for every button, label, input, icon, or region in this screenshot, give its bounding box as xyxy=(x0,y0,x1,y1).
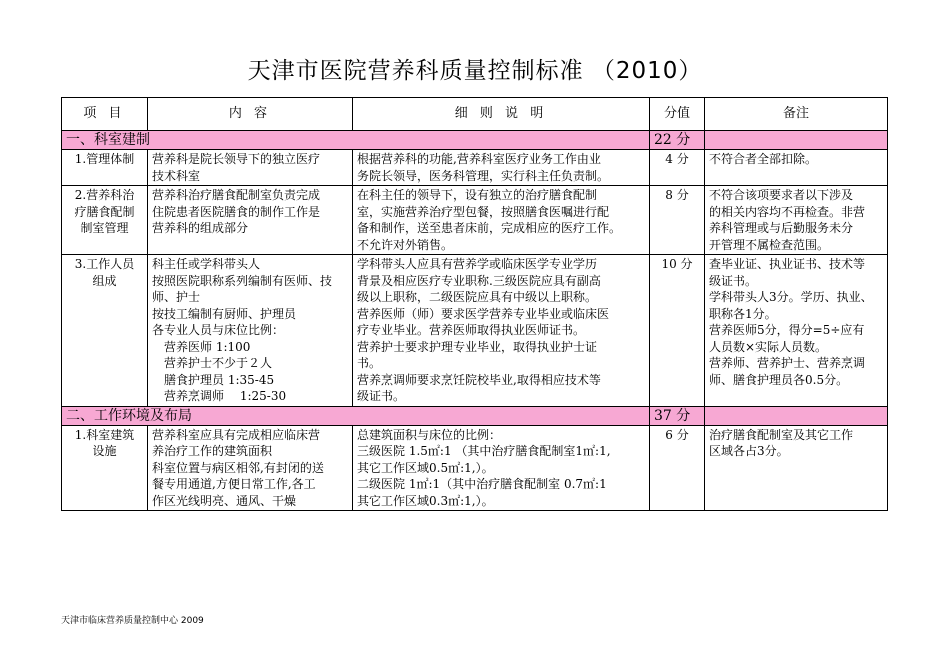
footer-text: 天津市临床营养质量控制中心 2009 xyxy=(61,616,204,626)
cell-line: 三级医院 1.5㎡:1 （其中治疗膳食配制室1㎡:1, xyxy=(357,444,611,458)
standards-table xyxy=(61,97,888,511)
cell-line: 按技工编制有厨师、护理员 xyxy=(152,306,297,321)
cell-line: 不符合者全部扣除。 xyxy=(709,152,818,166)
cell-line: 1.管理体制 xyxy=(74,152,135,166)
cell-line: 查毕业证、执业证书、技术等 xyxy=(709,257,866,271)
cell-line: 住院患者医院膳食的制作工作是 xyxy=(152,204,321,219)
cell-line: 总建筑面积与床位的比例： xyxy=(357,427,502,442)
cell-line: 的相关内容均不再检查。非营 xyxy=(709,204,866,219)
cell-line: 根据营养科的功能,营养科室医疗业务工作由业 xyxy=(357,152,601,166)
cell-line: 营养护士要求护理专业毕业，取得执业护士证 xyxy=(357,339,598,354)
row-content xyxy=(148,255,353,407)
cell-line: 组成 xyxy=(92,273,117,288)
section-label: 二、工作环境及布局 xyxy=(62,406,650,425)
cell-line: 在科主任的领导下，设有独立的治疗膳食配制 xyxy=(357,188,598,202)
cell-line: 不允许对外销售。 xyxy=(357,237,454,252)
header-rules: 细 则 说 明 xyxy=(353,98,650,131)
table-header-row xyxy=(62,98,888,131)
row-item xyxy=(62,255,148,407)
row-item xyxy=(62,150,148,186)
header-item: 项 目 xyxy=(62,98,148,131)
cell-line: 级证书。 xyxy=(709,273,758,288)
cell-line: 室，实施营养治疗型包餐，按照膳食医嘱进行配 xyxy=(357,204,610,219)
cell-line: 不符合该项要求者以下涉及 xyxy=(709,188,854,202)
cell-line: 营养科治疗膳食配制室负责完成 xyxy=(152,188,321,202)
header-content: 内 容 xyxy=(148,98,353,131)
cell-line: 2.营养科治 xyxy=(74,188,135,202)
table-row xyxy=(62,186,888,255)
cell-line: 营养医师5分，得分=5÷应有 xyxy=(709,323,865,337)
row-item xyxy=(62,425,148,511)
section-notes-empty xyxy=(705,406,888,425)
cell-line: 科室位置与病区相邻,有封闭的送 xyxy=(152,460,324,475)
cell-line: 设施 xyxy=(92,444,117,458)
table-row xyxy=(62,150,888,186)
cell-line: 养科管理或与后勤服务未分 xyxy=(709,221,854,235)
cell-line: 营养护士不少于２人 xyxy=(164,356,273,370)
row-notes xyxy=(705,425,888,511)
cell-line: 级以上职称，二级医院应具有中级以上职称。 xyxy=(357,290,598,304)
cell-line: 书。 xyxy=(357,356,382,370)
cell-line: 背景及相应医疗专业职称.三级医院应具有副高 xyxy=(357,273,601,288)
header-score: 分值 xyxy=(650,98,705,131)
cell-line: 营养科是院长领导下的独立医疗 xyxy=(152,152,321,166)
cell-line: 1.科室建筑 xyxy=(74,427,135,442)
section-notes-empty xyxy=(705,131,888,150)
table-row xyxy=(62,425,888,511)
row-content xyxy=(148,425,353,511)
document-title: 天津市医院营养科质量控制标准 （2010） xyxy=(247,58,703,84)
row-score: 4 分 xyxy=(650,150,705,186)
row-score: 8 分 xyxy=(650,186,705,255)
cell-line: 制室管理 xyxy=(80,221,129,235)
section-score: 37 分 xyxy=(650,406,705,425)
row-content xyxy=(148,186,353,255)
row-score: 6 分 xyxy=(650,425,705,511)
cell-line: 开管理不属检查范围。 xyxy=(709,237,830,252)
cell-line: 学科带头人应具有营养学或临床医学专业学历 xyxy=(357,257,598,271)
cell-line: 师、膳食护理员各0.5分。 xyxy=(709,372,849,387)
row-notes xyxy=(705,255,888,407)
cell-line: 学科带头人3分。学历、执业、 xyxy=(709,290,873,304)
row-content xyxy=(148,150,353,186)
cell-line: 技术科室 xyxy=(152,168,201,183)
cell-line: 级证书。 xyxy=(357,389,406,403)
row-notes xyxy=(705,150,888,186)
row-rules xyxy=(353,150,650,186)
row-item xyxy=(62,186,148,255)
cell-line: 营养科的组成部分 xyxy=(152,221,249,235)
section-row xyxy=(62,131,888,150)
section-label: 一、科室建制 xyxy=(62,131,650,150)
cell-line: 科主任或学科带头人 xyxy=(152,257,261,271)
row-notes xyxy=(705,186,888,255)
cell-line: 各专业人员与床位比例： xyxy=(152,323,285,337)
cell-line: 备和制作，送至患者床前，完成相应的医疗工作。 xyxy=(357,221,622,235)
cell-line: 治疗膳食配制室及其它工作 xyxy=(709,427,854,442)
cell-line: 其它工作区域0.3㎡:1,）。 xyxy=(357,493,494,508)
cell-line: 餐专用通道,方便日常工作,各工 xyxy=(152,477,316,491)
header-notes: 备注 xyxy=(705,98,888,131)
cell-line: 疗专业毕业。营养医师取得执业医师证书。 xyxy=(357,323,586,337)
row-rules xyxy=(353,425,650,511)
cell-line: 营养烹调师 1:25-30 xyxy=(164,389,287,403)
cell-line: 营养烹调师要求烹饪院校毕业,取得相应技术等 xyxy=(357,372,601,387)
cell-line: 营养科室应具有完成相应临床营 xyxy=(152,427,321,442)
cell-line: 其它工作区域0.5㎡:1,）。 xyxy=(357,460,494,475)
cell-line: 职称各1分。 xyxy=(709,306,777,321)
cell-line: 二级医院 1㎡:1（其中治疗膳食配制室 0.7㎡:1 xyxy=(357,477,607,491)
row-rules xyxy=(353,186,650,255)
cell-line: 人员数×实际人员数。 xyxy=(709,339,828,354)
row-rules xyxy=(353,255,650,407)
cell-line: 营养医师 1:100 xyxy=(164,339,251,354)
row-score: 10 分 xyxy=(650,255,705,407)
cell-line: 务院长领导，医务科管理，实行科主任负责制。 xyxy=(357,168,610,183)
section-score: 22 分 xyxy=(650,131,705,150)
cell-line: 作区光线明亮、通风、干燥 xyxy=(152,493,297,508)
cell-line: 营养师、营养护士、营养烹调 xyxy=(709,356,866,370)
cell-line: 3.工作人员 xyxy=(74,257,135,271)
cell-line: 师、护士 xyxy=(152,290,201,304)
table-row xyxy=(62,255,888,407)
section-row xyxy=(62,406,888,425)
cell-line: 按照医院职称系列编制有医师、技 xyxy=(152,273,333,288)
cell-line: 养治疗工作的建筑面积 xyxy=(152,444,273,458)
cell-line: 区域各占3分。 xyxy=(709,444,789,458)
cell-line: 营养医师（师）要求医学营养专业毕业或临床医 xyxy=(357,306,610,321)
cell-line: 疗膳食配制 xyxy=(74,204,135,219)
cell-line: 膳食护理员 1:35-45 xyxy=(164,372,275,387)
